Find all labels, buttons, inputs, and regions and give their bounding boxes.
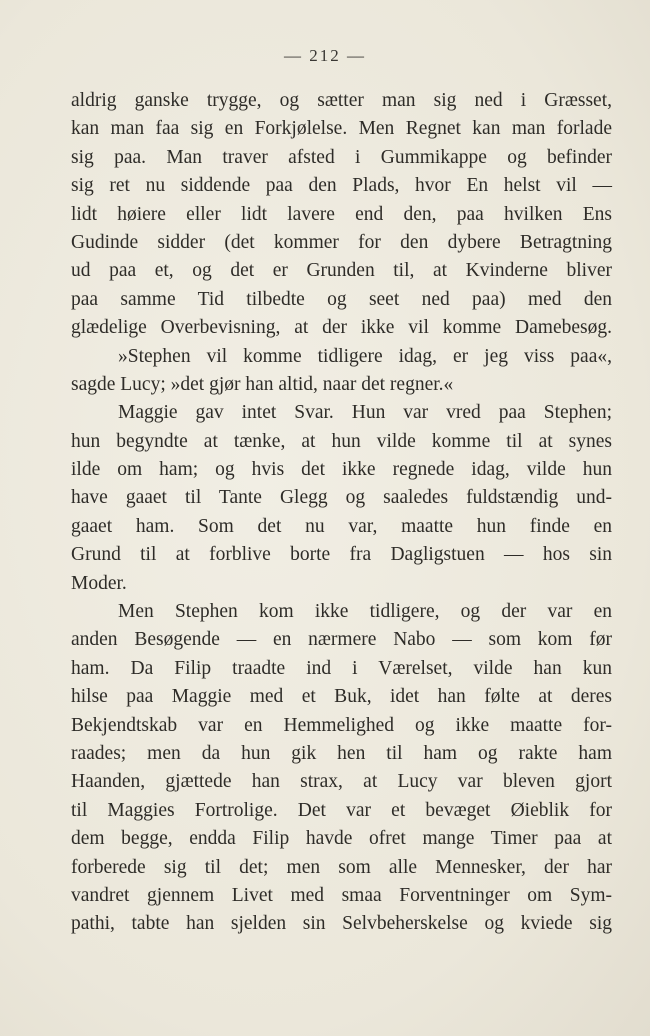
text-line: anden Besøgende — en nærmere Nabo — som kom før xyxy=(71,629,612,651)
text-line: raades; men da hun gik hen til ham og rakte ham xyxy=(71,742,612,764)
text-line: kan man faa sig en Forkjølelse. Men Regnet kan man forlade xyxy=(71,118,612,140)
text-line: hilse paa Maggie med et Buk, idet han følte at deres xyxy=(71,686,612,708)
text-line: vandret gjennem Livet med smaa Forventninger om Sym- xyxy=(71,884,612,906)
text-line: forberede sig til det; men som alle Mennesker, der har xyxy=(71,856,612,878)
text-line: sagde Lucy; »det gjør han altid, naar det regner.« xyxy=(71,373,454,395)
text-line: paa samme Tid tilbedte og seet ned paa) med den xyxy=(71,288,612,310)
text-line: aldrig ganske trygge, og sætter man sig ned i Græsset, xyxy=(71,90,612,111)
text-line: Grund til at forblive borte fra Dagligstuen — hos sin xyxy=(71,544,612,566)
body-text xyxy=(71,87,612,939)
text-line: pathi, tabte han sjelden sin Selvbeherskelse og kviede sig xyxy=(71,913,612,935)
text-line: lidt høiere eller lidt lavere end den, paa hvilken Ens xyxy=(71,203,612,225)
text-line: Moder. xyxy=(71,572,127,594)
text-line: Bekjendtskab var en Hemmelighed og ikke maatte for- xyxy=(71,714,612,736)
text-line: Haanden, gjættede han strax, at Lucy var bleven gjort xyxy=(71,771,612,793)
paragraph-start-line: »Stephen vil komme tidligere idag, er jeg viss paa«, xyxy=(118,345,612,367)
text-line: ud paa et, og det er Grunden til, at Kvinderne bliver xyxy=(71,260,612,282)
paragraph-start-line: Maggie gav intet Svar. Hun var vred paa Stephen; xyxy=(118,402,612,424)
paragraph-start-line: Men Stephen kom ikke tidligere, og der var en xyxy=(118,601,612,623)
text-line: Gudinde sidder (det kommer for den dybere Betragtning xyxy=(71,231,612,253)
text-line: have gaaet til Tante Glegg og saaledes fuldstændig und- xyxy=(71,487,612,509)
text-line: glædelige Overbevisning, at der ikke vil komme Damebesøg. xyxy=(71,317,612,339)
text-line: gaaet ham. Som det nu var, maatte hun finde en xyxy=(71,515,612,537)
page-number: — 212 — xyxy=(284,46,366,65)
text-line: hun begyndte at tænke, at hun vilde komme til at synes xyxy=(71,430,612,452)
text-line: til Maggies Fortrolige. Det var et bevæget Øieblik for xyxy=(71,799,612,821)
text-line: ham. Da Filip traadte ind i Værelset, vilde han kun xyxy=(71,657,612,679)
text-line: sig paa. Man traver afsted i Gummikappe og befinder xyxy=(71,146,612,168)
text-line: dem begge, endda Filip havde ofret mange Timer paa at xyxy=(71,828,612,850)
text-line: sig ret nu siddende paa den Plads, hvor En helst vil — xyxy=(71,175,612,197)
text-line: ilde om ham; og hvis det ikke regnede idag, vilde hun xyxy=(71,459,612,481)
